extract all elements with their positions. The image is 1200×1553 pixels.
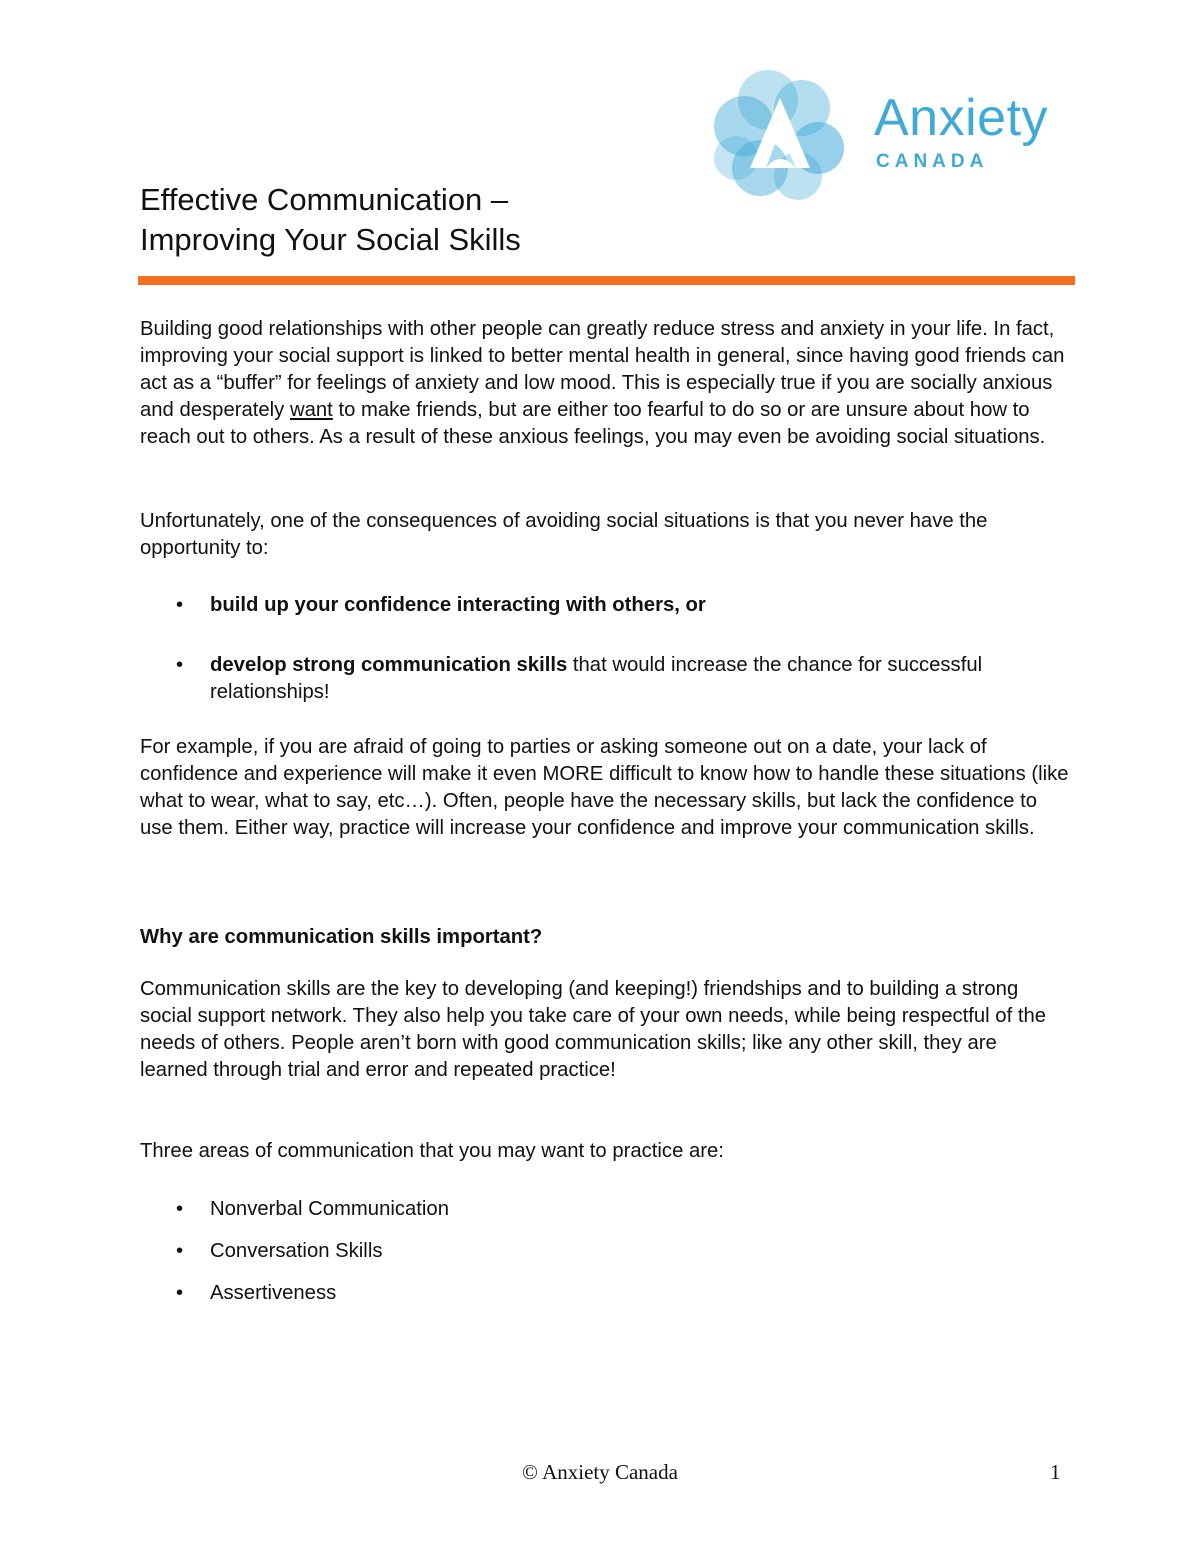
logo-mark-icon [706,64,866,204]
bullet-icon: • [176,1198,184,1220]
copyright-notice: © Anxiety Canada [522,1460,678,1484]
title-line-1: Effective Communication – [140,182,509,217]
orange-divider [138,276,1075,285]
example-paragraph: For example, if you are afraid of going to parties or asking someone out on a date, your lack of confidence and experience will make it even MORE difficult to know how to handle these situations (like what to wear, what to say, etc…). Often, people have the necessary skills, but lack the confidence to use them. Either way, practice will increase your confidence and improve your communication skills. [140,736,1069,839]
consequences-paragraph: Unfortunately, one of the consequences of avoiding social situations is that you never have the opportunity to: [140,510,988,559]
intro-text-a: Building good relationships with other people can greatly reduce stress and anxiety in your life. In fact, improving your social support is linked to better mental health in general, since having good friends can act as a “buffer” for feelings of anxiety and low mood. This is especially true if you are socially anxious and desperately [140,318,1065,421]
logo-wordmark: Anxiety [874,89,1049,147]
page-title [140,180,521,260]
title-line-2: Improving Your Social Skills [140,222,521,257]
list-item-text: Assertiveness [210,1282,337,1304]
anxiety-canada-logo [706,64,1086,204]
bullet-icon: • [176,1240,184,1262]
bullet-icon: • [176,594,184,616]
logo-subtitle: CANADA [876,151,989,172]
importance-paragraph: Communication skills are the key to developing (and keeping!) friendships and to building a strong social support network. They also help you take care of your own needs, while being respectful of the needs of others. People aren’t born with good communication skills; like any other skill, they are learned through trial and error and repeated practice! [140,978,1047,1081]
areas-intro: Three areas of communication that you may want to practice are: [140,1140,724,1162]
section-heading: Why are communication skills important? [140,926,543,948]
emphasis-want: want [289,399,333,421]
list-item-text: Conversation Skills [210,1240,383,1262]
list-item-text: Nonverbal Communication [210,1198,449,1220]
bullet-icon: • [176,654,184,676]
intro-text-b: to make friends, but are either too fearful to do so or are unsure about how to reach out to others. As a result of these anxious feelings, you may even be avoiding social situations. [140,399,1046,448]
list-item-bold: develop strong communication skills [210,654,568,676]
bullet-icon: • [176,1282,184,1304]
list-item-bold: build up your confidence interacting with others, or [210,594,706,616]
page-number: 1 [1050,1460,1061,1484]
list-item-text: that would increase the chance for successful relationships! [210,654,983,703]
intro-paragraph [140,316,1070,451]
